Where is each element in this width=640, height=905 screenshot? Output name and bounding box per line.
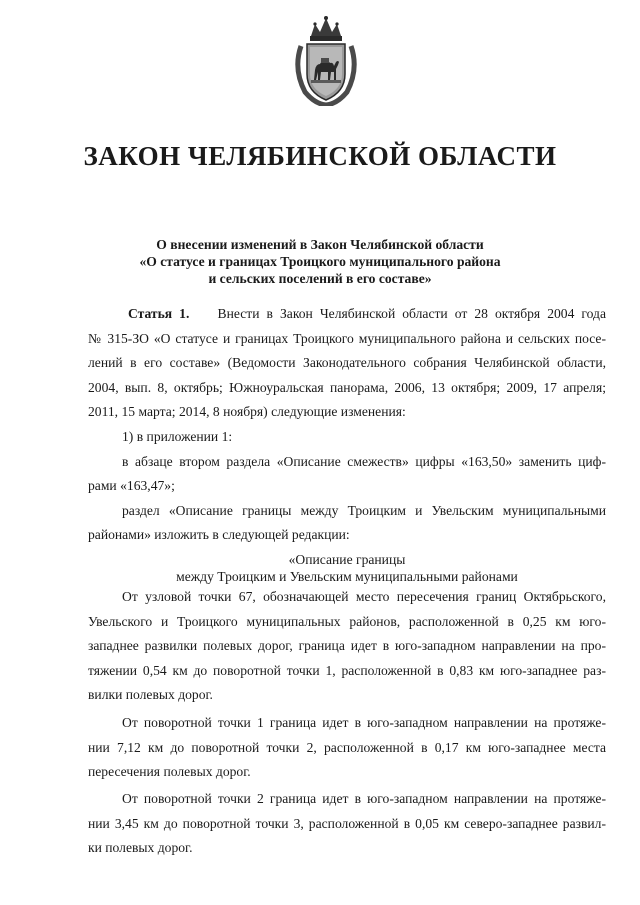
article-label: Статья 1. [128,306,190,321]
boundary-description [88,585,606,708]
paragraph-line: раздел «Описание границы между Троицким и Увельским муниципальными [122,502,606,518]
law-subtitle [0,236,640,287]
law-title: ЗАКОН ЧЕЛЯБИНСКОЙ ОБЛАСТИ [83,141,557,171]
paragraph-line: От поворотной точки 2 граница идет в юго-западном направлении на протяже- [122,791,606,806]
article-line: лений в его составе» (Ведомости Законодательного собрания Челябинской области, [88,355,606,371]
paragraph-line: в абзаце втором раздела «Описание смежеств» цифры «163,50» заменить циф- [122,453,606,469]
paragraph-line: Увельского и Троицкого муниципальных районов, расположенной в 0,25 км юго- [88,613,606,629]
article-line: № 315-ЗО «О статусе и границах Троицкого муниципального района и сельских посе- [88,330,606,346]
article-line: 2011, 15 марта; 2014, 8 ноября) следующие изменения: [88,404,406,420]
paragraph-line: нии 7,12 км до поворотной точки 2, расположенной в 0,17 км юго-западнее места [88,739,606,755]
item-1: 1) в приложении 1: [122,428,233,444]
paragraph-line: ки полевых дорог. [88,840,193,856]
paragraph-line: От узловой точки 67, обозначающей место пересечения границ Октябрьского, [122,589,606,604]
boundary-description [88,711,606,785]
boundary-description [88,787,606,861]
section-heading-line: «Описание границы [288,552,406,567]
paragraph-line: пересечения полевых дорог. [88,764,251,780]
paragraph-line: рами «163,47»; [88,478,175,494]
paragraph-line: От поворотной точки 1 граница идет в юго-западном направлении на протяже- [122,715,606,730]
paragraph-line: нии 3,45 км до поворотной точки 3, расположенной в 0,05 км северо-западнее развил- [88,815,606,831]
section-heading-line: между Троицким и Увельским муниципальными районами [176,569,518,584]
subtitle-line: «О статусе и границах Троицкого муниципального района [139,254,501,269]
chelyabinsk-coat-of-arms-icon [291,14,361,106]
paragraph-line: тяжении 0,54 км до поворотной точки 1, расположенной в 0,83 км юго-западнее раз- [88,662,606,678]
article-1 [88,302,606,548]
section-heading [88,551,606,585]
article-line: 2004, вып. 8, октябрь; Южноуральская панорама, 2006, 13 октября; 2009, 17 апреля; [88,379,606,395]
article-first-line [88,302,606,327]
subtitle-line: и сельских поселений в его составе» [208,271,432,286]
paragraph-line: западнее развилки полевых дорог, граница идет в юго-западном направлении на про- [88,638,606,654]
article-text: Внести в Закон Челябинской области от 28 октября 2004 года [217,306,607,321]
paragraph-line: вилки полевых дорог. [88,687,213,703]
subtitle-line: О внесении изменений в Закон Челябинской области [156,237,484,252]
paragraph-line: районами» изложить в следующей редакции: [88,527,350,543]
